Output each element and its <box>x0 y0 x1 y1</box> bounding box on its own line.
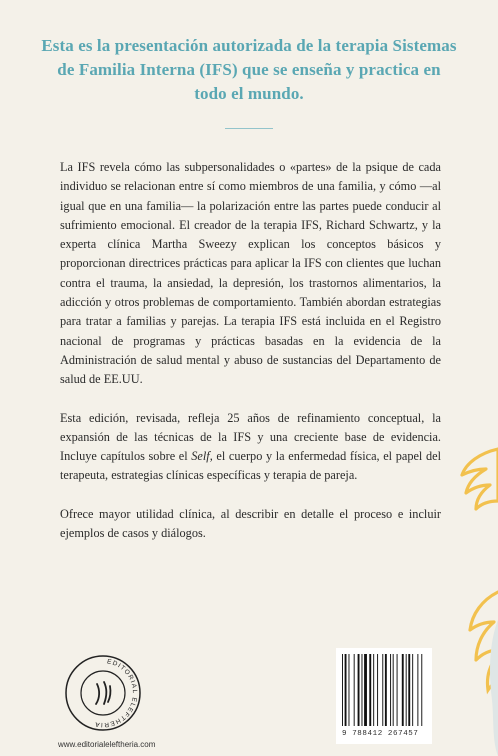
headline: Esta es la presentación autorizada de la terapia Sistemas de Familia Interna (IFS) que se enseña y practica en todo el mundo. <box>41 36 457 103</box>
svg-text:EDITORIAL ELEFTHERIA: EDITORIAL ELEFTHERIA <box>93 658 139 729</box>
barcode-bar <box>349 654 350 726</box>
barcode-bar <box>417 654 418 726</box>
barcode-bar <box>382 654 383 726</box>
barcode-bar <box>385 654 387 726</box>
paragraph-edition-end: el cuerpo y la enfermedad física, el papel del terapeuta, estrategias clínicas específicas y terapia de pareja. <box>60 449 441 483</box>
barcode-bar <box>406 654 407 726</box>
paragraph-edition-start: Esta edición, revisada, refleja 25 años de refinamiento conceptual, la expansión de las técnicas de la IFS y una creciente base de evidencia. Incluye capítulos sobre el <box>60 410 441 464</box>
wing-illustration-upper <box>440 445 498 517</box>
barcode-bar <box>345 654 347 726</box>
barcode-bar <box>364 654 367 726</box>
barcode-bar <box>412 654 413 726</box>
barcode-bar <box>358 654 360 726</box>
barcode-bar <box>402 654 404 726</box>
barcode-bars <box>336 648 432 728</box>
isbn-number: 9 788412 267457 <box>342 730 419 738</box>
paragraph-intro: La IFS revela cómo las subpersonalidades o «partes» de la psique de cada individuo se relacionan entre sí como miembros de una familia, y cómo —al igual que en una familia— la polarización entre las partes puede conducir al sufrimiento emocional. El creador de la terapia IFS, Richard Schwartz, y la experta clínica Martha Sweezy explican los conceptos básicos y proporcionan directrices prácticas para aplicar la IFS con clientes que luchan contra el trauma, la ansiedad, la depresión, los trastornos alimentarios, la adicción y otros problemas de comportamiento. También abordan estrategias para tratar a familias y parejas. La terapia IFS está incluida en el Registro nacional de programas y prácticas basadas en la evidencia de la Administración de salud mental y abuso de sustancias del Departamento de salud de EE.UU. <box>60 160 441 387</box>
barcode-bar <box>369 654 371 726</box>
divider <box>225 128 273 129</box>
self-term: Self, <box>191 449 213 464</box>
barcode-bar <box>397 654 398 726</box>
paragraph-utility: Ofrece mayor utilidad clínica, al describir en detalle el proceso e incluir ejemplos de casos y diálogos. <box>60 506 441 541</box>
barcode-bar <box>421 654 422 726</box>
body-text <box>60 158 441 562</box>
barcode-bar <box>377 654 378 726</box>
barcode-bar <box>362 654 363 726</box>
barcode-bar <box>354 654 355 726</box>
barcode-bar <box>408 654 410 726</box>
barcode-bar <box>373 654 374 726</box>
paragraph-edition <box>60 409 441 486</box>
barcode-bar <box>342 654 343 726</box>
decorative-edge <box>484 620 498 756</box>
publisher-logo <box>64 654 142 732</box>
publisher-url: www.editorialeleftheria.com <box>58 740 156 749</box>
barcode-bar <box>393 654 394 726</box>
barcode-bar <box>390 654 391 726</box>
